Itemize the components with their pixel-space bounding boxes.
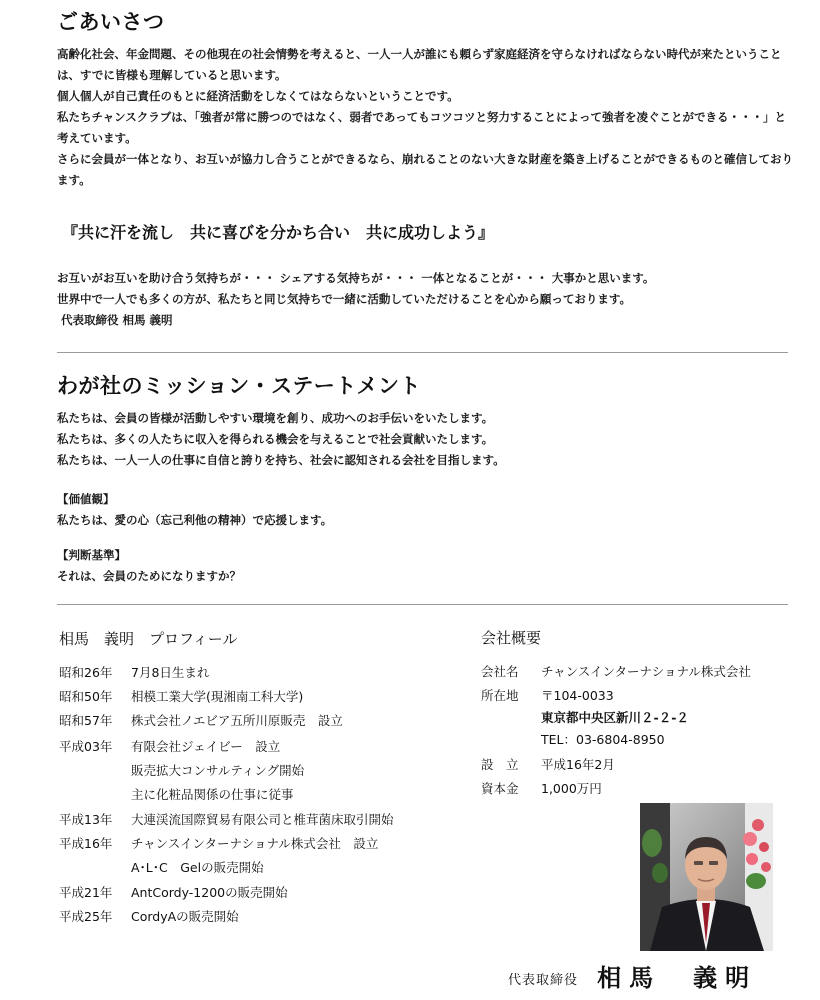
company-tel: TEL：03-6804-8950 xyxy=(541,732,665,747)
company-postal: 〒104-0033 xyxy=(541,688,614,703)
company-established-label: 設 立 xyxy=(481,757,519,772)
values-text: 私たちは、愛の心（忘己利他の精神）で応援します。 xyxy=(57,513,333,527)
greeting-paragraph: 私たちチャンスクラブは、「強者が常に勝つのではなく、弱者であってもコツコツと努力することによって強者を凌ぐことができる・・・」と考えています。 xyxy=(57,110,786,145)
company-established-row xyxy=(481,754,615,776)
company-address: 東京都中央区新川２-２-２ xyxy=(541,710,689,725)
profile-entry xyxy=(59,783,294,807)
profile-text: 相模工業大学(現湘南工科大学) xyxy=(131,689,304,704)
signature-name: 相馬 義明 xyxy=(597,963,758,992)
signature-role: 代表取締役 xyxy=(508,973,579,988)
profile-text: 有限会社ジェイビー 設立 xyxy=(131,739,281,754)
profile-text: A･L･C Gelの販売開始 xyxy=(131,860,264,875)
profile-text: 主に化粧品関係の仕事に従事 xyxy=(131,787,294,802)
greeting-title: ごあいさつ xyxy=(57,9,165,34)
profile-era: 平成21年 xyxy=(59,885,113,900)
company-name: チャンスインターナショナル株式会社 xyxy=(541,664,751,679)
profile-entry xyxy=(59,832,378,856)
section-divider xyxy=(57,352,788,353)
values-label: 【価値観】 xyxy=(57,492,115,506)
profile-era: 昭和57年 xyxy=(59,713,113,728)
greeting-paragraph: 個人個人が自己責任のもとに経済活動をしなくてはならないということです。 xyxy=(57,89,459,103)
profile-era: 昭和26年 xyxy=(59,665,113,680)
company-capital-row xyxy=(481,778,602,800)
portrait-illustration xyxy=(640,803,773,951)
profile-text: 販売拡大コンサルティング開始 xyxy=(131,763,305,778)
profile-entry xyxy=(59,856,264,880)
profile-entry xyxy=(59,735,280,759)
footer-signature xyxy=(508,958,757,993)
mission-statement: 私たちは、会員の皆様が活動しやすい環境を創り、成功へのお手伝いをいたします。 xyxy=(57,411,494,425)
profile-era xyxy=(59,783,131,807)
profile-text: チャンスインターナショナル株式会社 設立 xyxy=(131,836,379,851)
greeting-paragraph: さらに会員が一体となり、お互いが協力し合うことができるなら、崩れることのない大きな財産を築き上げることができるものと確信しております。 xyxy=(57,152,793,187)
greeting-closing xyxy=(57,268,797,331)
company-capital-label: 資本金 xyxy=(481,781,519,796)
criteria-label: 【判断基準】 xyxy=(57,548,126,562)
slogan: 『共に汗を流し 共に喜びを分かち合い 共に成功しよう』 xyxy=(62,223,495,242)
profile-entry xyxy=(59,709,343,733)
profile-era: 平成16年 xyxy=(59,836,113,851)
closing-line: 世界中で一人でも多くの方が、私たちと同じ気持ちで一緒に活動していただけることを心から願っております。 xyxy=(57,292,631,306)
company-name-row xyxy=(481,661,751,683)
company-address-block xyxy=(541,685,689,751)
profile-text: 7月8日生まれ xyxy=(131,665,210,680)
company-address-label: 所在地 xyxy=(481,688,519,703)
greeting-signature: 代表取締役 相馬 義明 xyxy=(61,313,173,327)
profile-entry xyxy=(59,881,288,905)
profile-entry xyxy=(59,905,239,929)
company-title: 会社概要 xyxy=(481,629,542,647)
mission-statement: 私たちは、多くの人たちに収入を得られる機会を与えることで社会貢献いたします。 xyxy=(57,432,494,446)
greeting-paragraph: 高齢化社会、年金問題、その他現在の社会情勢を考えると、一人一人が誰にも頼らず家庭経済を守らなければならない時代が来たということは、すでに皆様も理解していると思います。 xyxy=(57,47,782,82)
mission-statement: 私たちは、一人一人の仕事に自信と誇りを持ち、社会に認知される会社を目指します。 xyxy=(57,453,505,467)
profile-entry xyxy=(59,661,209,685)
profile-entry xyxy=(59,808,394,832)
mission-statements xyxy=(57,408,797,471)
company-established: 平成16年2月 xyxy=(541,757,615,772)
mission-title: わが社のミッション・ステートメント xyxy=(57,373,422,398)
closing-line: お互いがお互いを助け合う気持ちが・・・ シェアする気持ちが・・・ 一体となることが・・・ 大事かと思います。 xyxy=(57,271,655,285)
greeting-body xyxy=(57,44,797,191)
profile-era: 昭和50年 xyxy=(59,689,113,704)
profile-era: 平成03年 xyxy=(59,739,113,754)
section-divider xyxy=(57,604,788,605)
profile-title: 相馬 義明 プロフィール xyxy=(59,630,238,648)
profile-text: CordyAの販売開始 xyxy=(131,909,239,924)
profile-entry xyxy=(59,685,303,709)
criteria-text: それは、会員のためになりますか？ xyxy=(57,569,241,583)
company-capital: 1,000万円 xyxy=(541,781,602,796)
profile-text: 大連渓流国際貿易有限公司と椎茸菌床取引開始 xyxy=(131,812,394,827)
ceo-portrait-photo xyxy=(640,803,773,951)
company-name-label: 会社名 xyxy=(481,664,519,679)
profile-era xyxy=(59,856,131,880)
profile-entry xyxy=(59,759,304,783)
profile-era: 平成25年 xyxy=(59,909,113,924)
values-block xyxy=(57,489,797,531)
criteria-block xyxy=(57,545,797,587)
profile-text: 株式会社ノエビア五所川原販売 設立 xyxy=(131,713,343,728)
profile-era xyxy=(59,759,131,783)
profile-text: AntCordy-1200の販売開始 xyxy=(131,885,288,900)
profile-era: 平成13年 xyxy=(59,812,113,827)
company-address-row xyxy=(481,685,689,751)
